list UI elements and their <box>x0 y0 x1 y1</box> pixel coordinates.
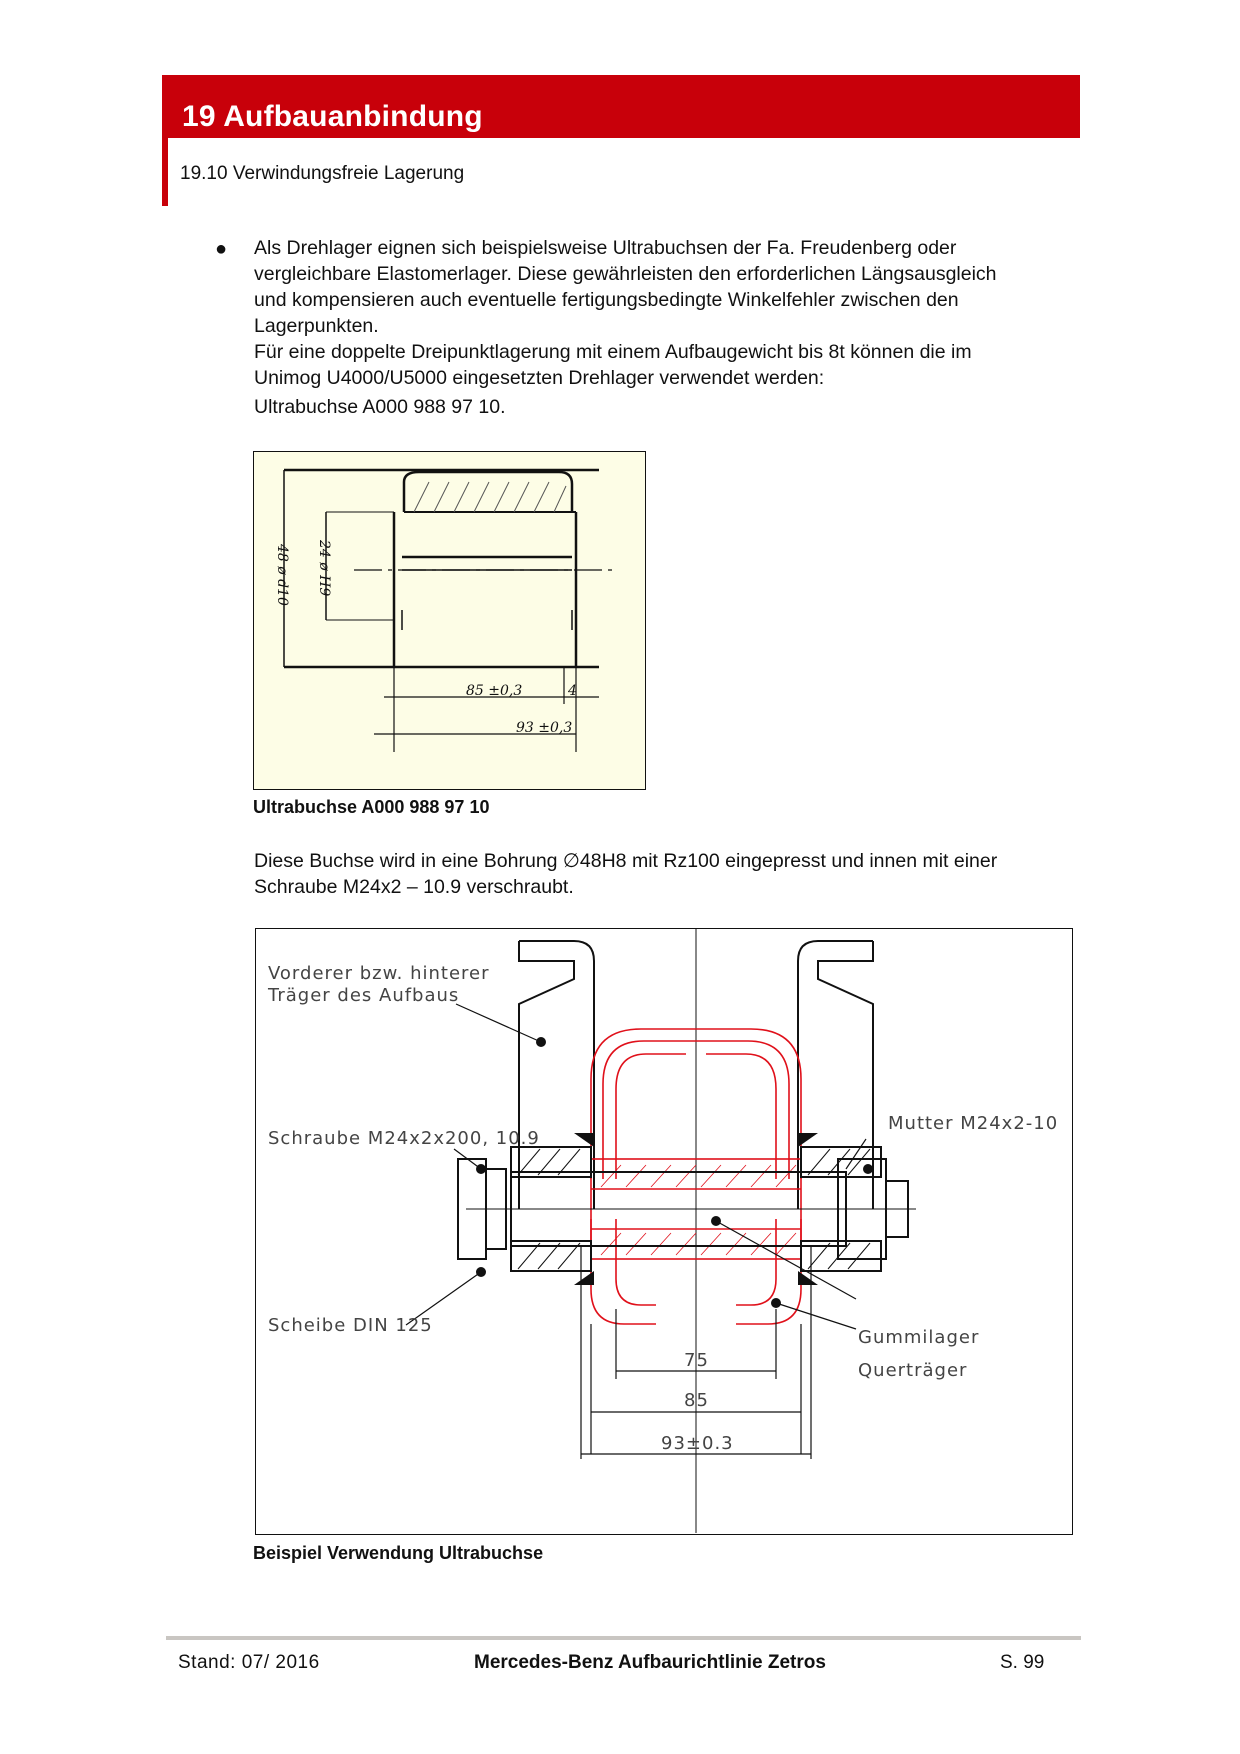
label-beam-line1: Vorderer bzw. hinterer <box>268 963 490 984</box>
section-title: 19.10 Verwindungsfreie Lagerung <box>180 163 465 184</box>
figure2-caption: Beispiel Verwendung Ultrabuchse <box>253 1543 544 1563</box>
mounting-paragraph <box>254 848 1074 900</box>
text-line: und kompensieren auch eventuelle fertigungsbedingte Winkelfehler zwischen den <box>254 289 959 311</box>
footer-rule <box>166 1636 1081 1640</box>
usage-drawing-svg <box>256 929 1071 1533</box>
dim-length-85: 85 ±0,3 <box>466 683 523 699</box>
footer-date: Stand: 07/ 2016 <box>178 1652 320 1673</box>
footer-page-number: S. 99 <box>1000 1652 1045 1673</box>
bushing-drawing <box>253 451 646 790</box>
usage-drawing <box>255 928 1073 1535</box>
text-line: Schraube M24x2 – 10.9 verschraubt. <box>254 876 574 898</box>
dim-75: 75 <box>684 1350 709 1371</box>
figure1-caption: Ultrabuchse A000 988 97 10 <box>253 797 490 817</box>
bullet-paragraph <box>254 235 1074 420</box>
section-side-rule <box>162 75 168 206</box>
dim-length-93: 93 ±0,3 <box>516 720 573 736</box>
dim-93: 93±0.3 <box>661 1433 734 1454</box>
text-line: Ultrabuchse A000 988 97 10. <box>254 396 506 418</box>
text-line: Unimog U4000/U5000 eingesetzten Drehlager verwendet werden: <box>254 367 825 389</box>
dim-outer-diameter: 48 ø d10 <box>274 544 290 606</box>
text-line: Lagerpunkten. <box>254 315 379 337</box>
chapter-title: 19 Aufbauanbindung <box>182 100 483 133</box>
bushing-drawing-svg <box>254 452 644 788</box>
label-washer: Scheibe DIN 125 <box>268 1315 433 1336</box>
bullet-icon: ● <box>215 238 228 260</box>
label-nut: Mutter M24x2-10 <box>888 1113 1059 1134</box>
text-line: Für eine doppelte Dreipunktlagerung mit einem Aufbaugewicht bis 8t können die im <box>254 341 972 363</box>
label-crossmember: Querträger <box>858 1360 968 1381</box>
text-line: Als Drehlager eignen sich beispielsweise Ultrabuchsen der Fa. Freudenberg oder <box>254 237 957 259</box>
dim-85: 85 <box>684 1390 709 1411</box>
label-rubber: Gummilager <box>858 1327 980 1348</box>
dim-side-gap: 4 <box>568 683 577 699</box>
text-line: vergleichbare Elastomerlager. Diese gewährleisten den erforderlichen Längsausgleich <box>254 263 997 285</box>
dim-inner-diameter: 24 ø H9 <box>316 540 332 597</box>
label-beam-line2: Träger des Aufbaus <box>268 985 460 1006</box>
text-line: Diese Buchse wird in eine Bohrung ∅48H8 mit Rz100 eingepresst und innen mit einer <box>254 850 998 872</box>
footer-document-title: Mercedes-Benz Aufbaurichtlinie Zetros <box>474 1652 826 1673</box>
label-bolt: Schraube M24x2x200, 10.9 <box>268 1128 540 1149</box>
